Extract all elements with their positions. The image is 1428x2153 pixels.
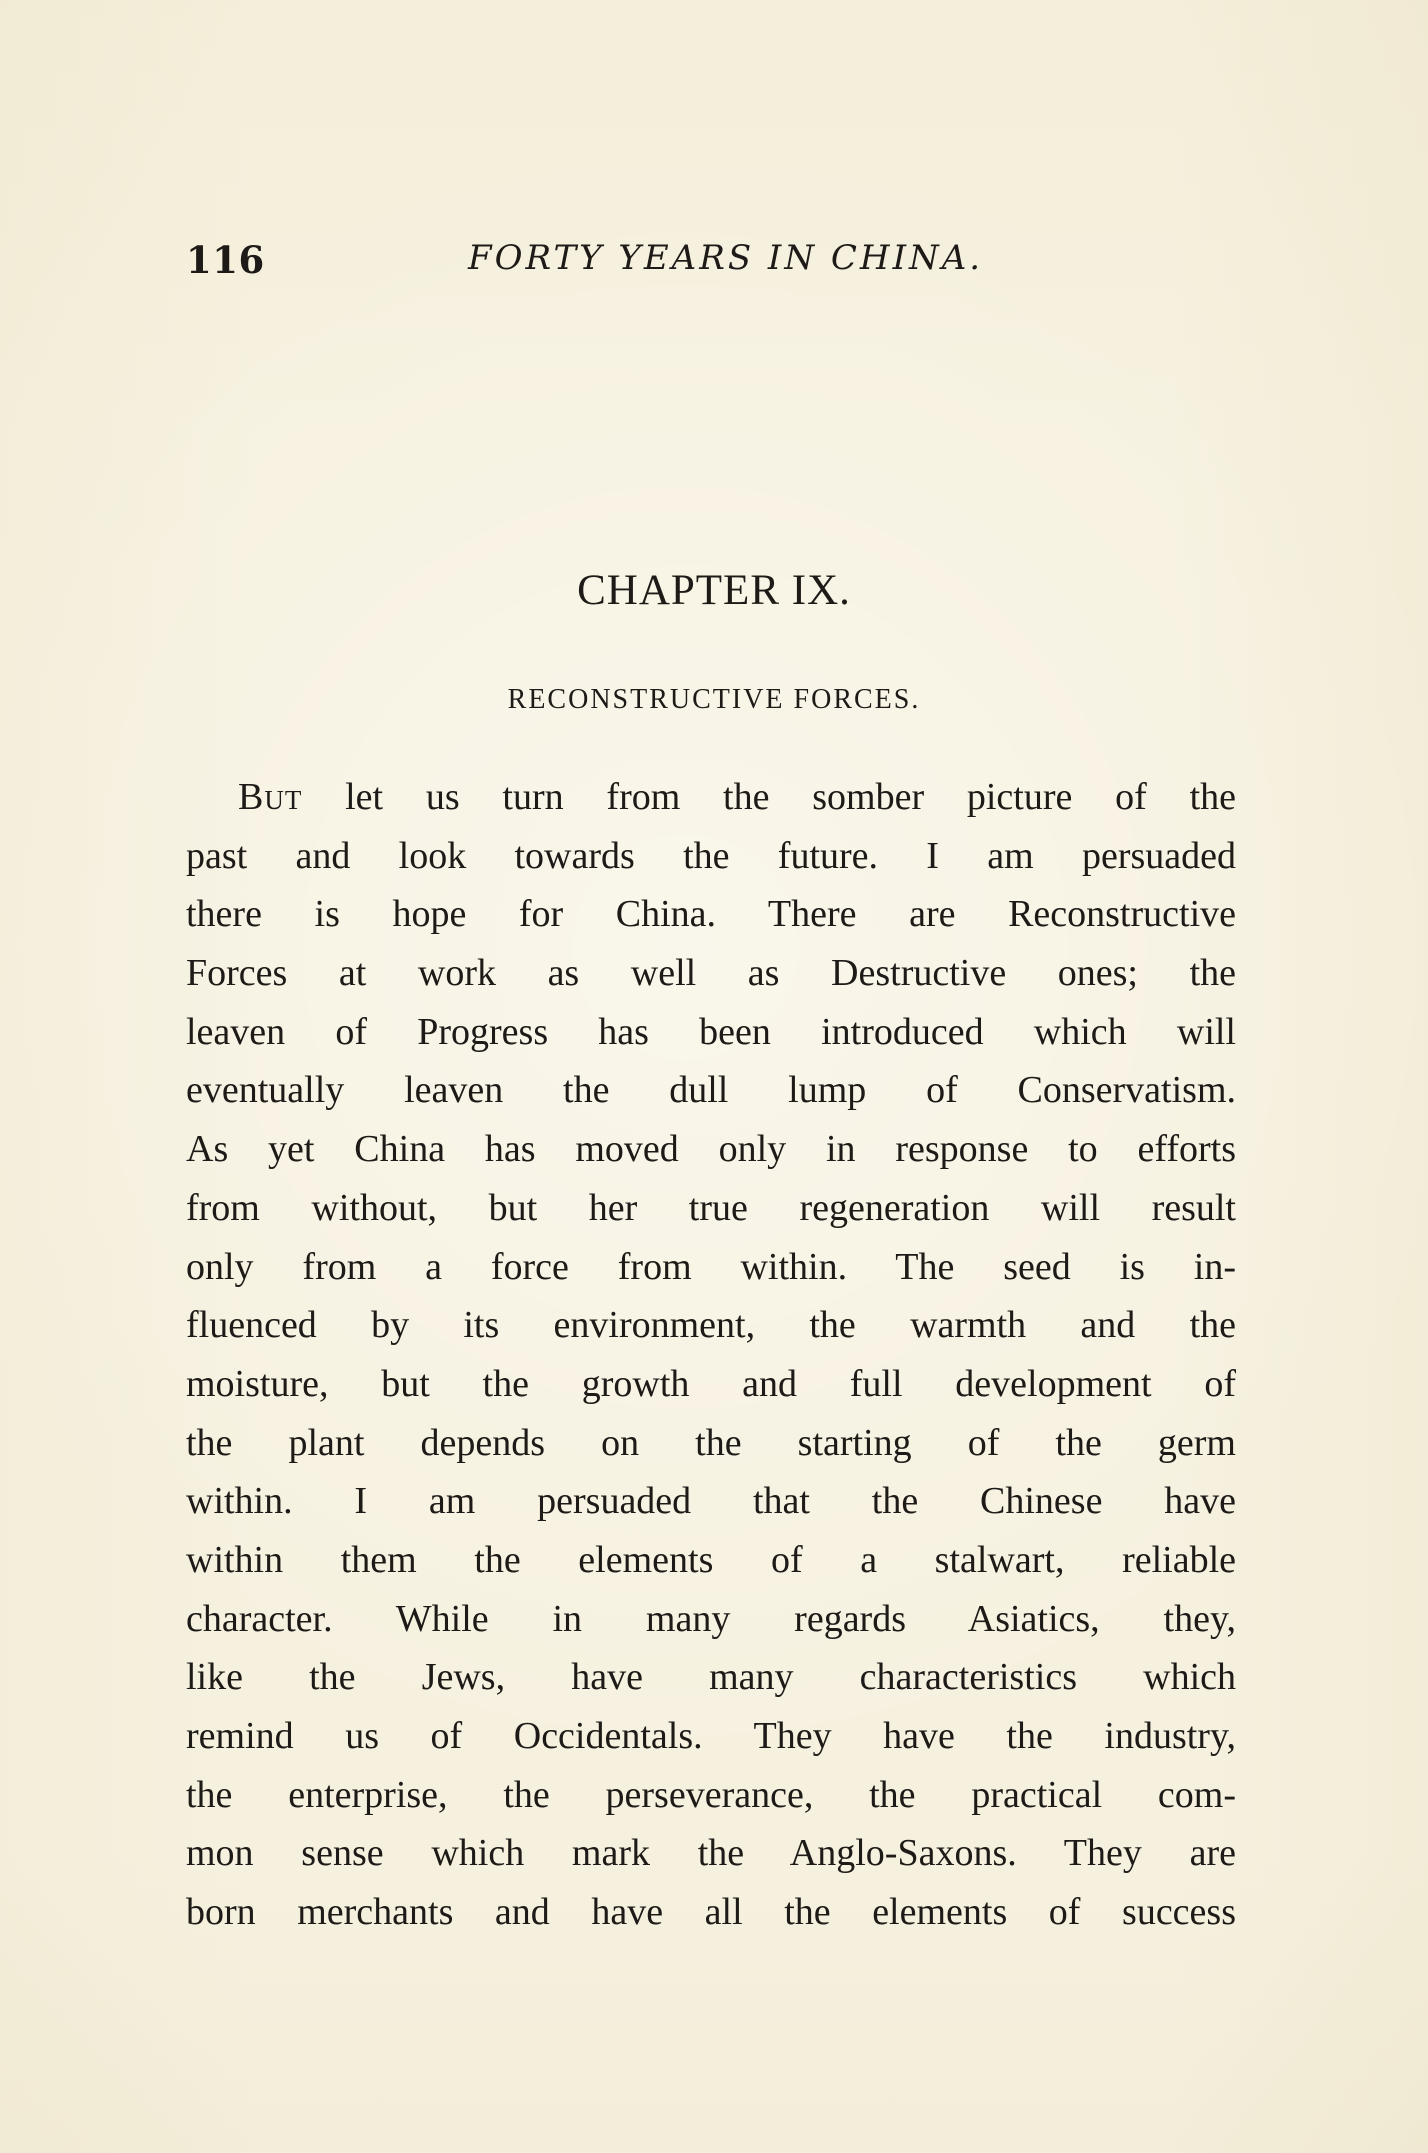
paragraph-line: born merchants and have all the elements of success <box>186 1891 1236 1934</box>
drop-word: But <box>238 776 303 818</box>
paragraph-line: remind us of Occidentals. They have the industry, <box>186 1715 1236 1757</box>
body-text <box>186 768 1236 1942</box>
paragraph-line: fluenced by its environment, the warmth and the <box>186 1304 1236 1347</box>
paragraph-line: the plant depends on the starting of the germ <box>186 1421 1236 1464</box>
running-header <box>186 238 1246 282</box>
paragraph-line: eventually leaven the dull lump of Conservatism. <box>186 1069 1236 1112</box>
paragraph-line: As yet China has moved only in response to efforts <box>186 1128 1236 1171</box>
book-title: FORTY YEARS IN CHINA. <box>468 238 984 278</box>
paragraph-line: the enterprise, the perseverance, the practical com- <box>186 1773 1236 1816</box>
paragraph-line: within them the elements of a stalwart, reliable <box>186 1538 1236 1581</box>
page-number: 116 <box>186 238 265 282</box>
paragraph-line-text: let us turn from the somber picture of the <box>302 776 1236 818</box>
paragraph-line: Forces at work as well as Destructive ones; the <box>186 952 1236 995</box>
paragraph-line <box>186 768 1236 827</box>
paragraph-line: only from a force from within. The seed is in- <box>186 1245 1236 1288</box>
chapter-subtitle: RECONSTRUCTIVE FORCES. <box>507 684 921 715</box>
paragraph-line: mon sense which mark the Anglo-Saxons. They are <box>186 1832 1236 1875</box>
paragraph-line: character. While in many regards Asiatics, they, <box>186 1597 1236 1640</box>
paragraph-line: like the Jews, have many characteristics which <box>186 1656 1236 1699</box>
paragraph-line: leaven of Progress has been introduced which will <box>186 1010 1236 1053</box>
paragraph-line: moisture, but the growth and full development of <box>186 1362 1236 1405</box>
paragraph-line: past and look towards the future. I am persuaded <box>186 834 1236 877</box>
paragraph-line: from without, but her true regeneration will result <box>186 1186 1236 1229</box>
paragraph-line: within. I am persuaded that the Chinese have <box>186 1480 1236 1523</box>
chapter-title: CHAPTER IX. <box>577 567 851 614</box>
paragraph-line: there is hope for China. There are Reconstructive <box>186 893 1236 936</box>
